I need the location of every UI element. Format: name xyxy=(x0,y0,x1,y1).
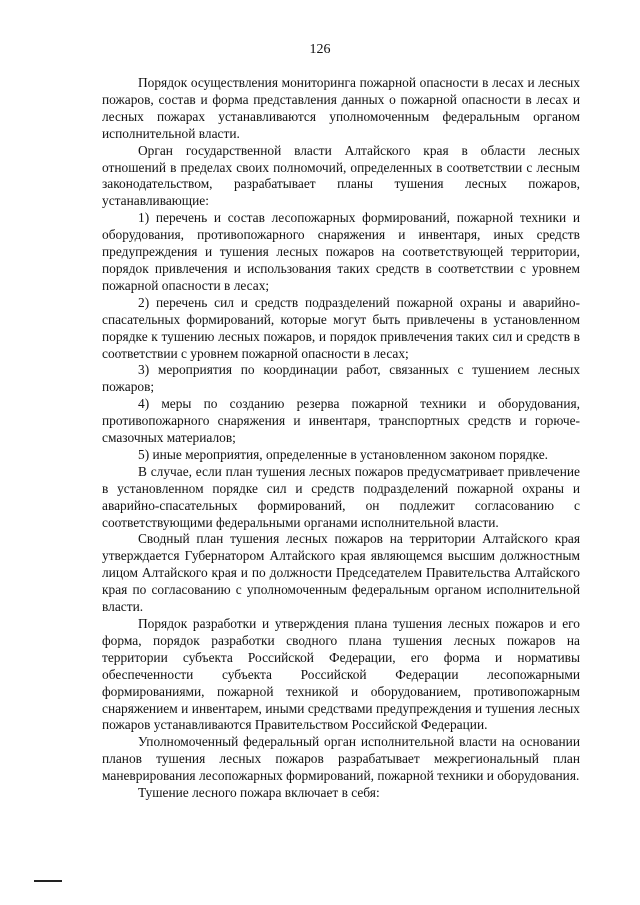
paragraph-authority-plans: Орган государственной власти Алтайского края в области лесных отношений в пределах своих полномочий, определенных в соответствии с лесным законодательством, разрабатывает планы тушения лесных пожаров, устанавливающие: xyxy=(102,142,580,209)
paragraph-procedure: Порядок разработки и утверждения плана тушения лесных пожаров и его форма, порядок разработки сводного плана тушения лесных пожаров на территории субъекта Российской Федерации, его форма и нормативы обеспеченности субъекта Российской Федерации лесопожарными формированиями, пожарной техникой и оборудованием, противопожарным снаряжением и инвентарем, иными средствами предупреждения и тушения лесных пожаров устанавливаются Правительством Российской Федерации. xyxy=(102,616,580,733)
document-body xyxy=(102,75,580,802)
list-item-2: 2) перечень сил и средств подразделений пожарной охраны и аварийно-спасательных формирований, которые могут быть привлечены в установленном порядке к тушению лесных пожаров, и порядок привлечения таких сил и средств в соответствии с уровнем пожарной опасности в лесах; xyxy=(102,294,580,361)
footer-mark xyxy=(34,880,62,882)
list-item-4: 4) меры по созданию резерва пожарной техники и оборудования, противопожарного снаряжения и инвентаря, транспортных средств и горюче-смазочных материалов; xyxy=(102,396,580,446)
paragraph-summary-plan: Сводный план тушения лесных пожаров на территории Алтайского края утверждается Губернатором Алтайского края являющемся высшим должностным лицом Алтайского края и по должности Председателем Правительства Алтайского края по согласованию с уполномоченным федеральным органом исполнительной власти. xyxy=(102,531,580,615)
list-item-5: 5) иные мероприятия, определенные в установленном законом порядке. xyxy=(138,446,548,462)
paragraph-interregional-plan: Уполномоченный федеральный орган исполнительной власти на основании планов тушения лесных пожаров разрабатывает межрегиональный план маневрирования лесопожарных формирований, пожарной техники и оборудования. xyxy=(102,734,580,784)
list-item-3: 3) мероприятия по координации работ, связанных с тушением лесных пожаров; xyxy=(102,362,580,395)
paragraph-firefighting-includes: Тушение лесного пожара включает в себя: xyxy=(138,785,380,801)
list-item-1: 1) перечень и состав лесопожарных формирований, пожарной техники и оборудования, противопожарного снаряжения и инвентаря, иных средств предупреждения и тушения лесных пожаров на соответствующей территории, порядок привлечения и использования таких средств в соответствии с уровнем пожарной опасности в лесах; xyxy=(102,210,580,293)
paragraph-monitoring: Порядок осуществления мониторинга пожарной опасности в лесах и лесных пожаров, состав и форма представления данных о пожарной опасности в лесах и лесных пожарах устанавливаются уполномоченным федеральным органом исполнительной власти. xyxy=(102,75,580,141)
paragraph-approval-case: В случае, если план тушения лесных пожаров предусматривает привлечение в установленном порядке сил и средств подразделений пожарной охраны и аварийно-спасательных формирований, он подлежит согласованию с соответствующими федеральными органами исполнительной власти. xyxy=(102,463,580,530)
page-number: 126 xyxy=(309,42,331,57)
